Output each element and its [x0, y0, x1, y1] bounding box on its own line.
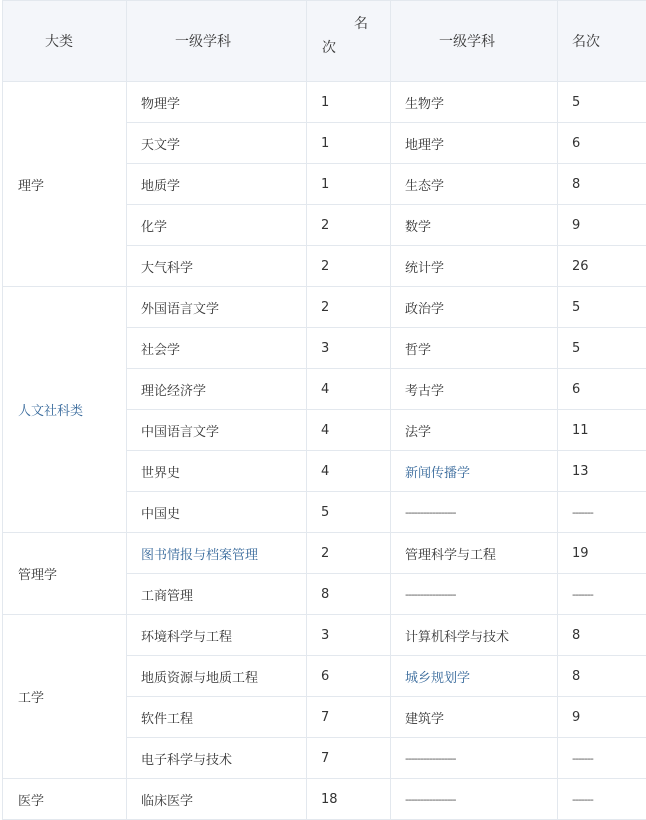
subject-1-cell: 外国语言文学	[127, 287, 307, 328]
subject-2-cell: 考古学	[391, 369, 558, 410]
subject-1-cell: 中国语言文学	[127, 410, 307, 451]
rank-2-cell: 11	[558, 410, 646, 451]
rank-2-cell: 6	[558, 369, 646, 410]
rank-1-cell: 1	[307, 82, 391, 123]
rank-1-cell: 1	[307, 123, 391, 164]
subject-2-cell: 法学	[391, 410, 558, 451]
header-subject-2: 一级学科	[391, 1, 558, 82]
rank-1-cell: 2	[307, 287, 391, 328]
rank-2-cell: -------	[558, 738, 646, 779]
subject-1-cell: 软件工程	[127, 697, 307, 738]
rank-2-cell: -------	[558, 492, 646, 533]
subject-1-cell: 化学	[127, 205, 307, 246]
subject-2-cell: -----------------	[391, 738, 558, 779]
subject-2-cell: 哲学	[391, 328, 558, 369]
rank-2-cell: 8	[558, 656, 646, 697]
rank-2-cell: 19	[558, 533, 646, 574]
rank-1-cell: 7	[307, 697, 391, 738]
subject-2-cell: 地理学	[391, 123, 558, 164]
rank-1-cell: 3	[307, 328, 391, 369]
category-cell: 工学	[3, 615, 127, 779]
rank-1-cell: 2	[307, 246, 391, 287]
category-cell: 理学	[3, 82, 127, 287]
category-cell[interactable]: 人文社科类	[3, 287, 127, 533]
subject-2-cell[interactable]: 新闻传播学	[391, 451, 558, 492]
rank-1-cell: 2	[307, 205, 391, 246]
rank-2-cell: 5	[558, 328, 646, 369]
subject-1-cell[interactable]: 图书情报与档案管理	[127, 533, 307, 574]
subject-1-cell: 大气科学	[127, 246, 307, 287]
rank-1-cell: 4	[307, 451, 391, 492]
subject-1-cell: 世界史	[127, 451, 307, 492]
rank-1-cell: 6	[307, 656, 391, 697]
subject-1-cell: 中国史	[127, 492, 307, 533]
rank-2-cell: 8	[558, 615, 646, 656]
rank-1-cell: 4	[307, 369, 391, 410]
subject-1-cell: 物理学	[127, 82, 307, 123]
ranking-table	[2, 0, 646, 820]
rank-2-cell: 6	[558, 123, 646, 164]
rank-1-cell: 7	[307, 738, 391, 779]
subject-2-cell: 政治学	[391, 287, 558, 328]
header-rank-1-line-b: 次	[322, 37, 336, 57]
rank-1-cell: 18	[307, 779, 391, 820]
subject-2-cell: 统计学	[391, 246, 558, 287]
header-rank-1-line-a: 名	[354, 13, 368, 33]
rank-2-cell: 5	[558, 82, 646, 123]
rank-1-cell: 3	[307, 615, 391, 656]
header-subject-1: 一级学科	[127, 1, 307, 82]
table-row	[3, 533, 646, 574]
subject-2-cell: -----------------	[391, 574, 558, 615]
subject-1-cell: 工商管理	[127, 574, 307, 615]
table-row	[3, 615, 646, 656]
subject-2-cell: -----------------	[391, 779, 558, 820]
subject-2-cell: 管理科学与工程	[391, 533, 558, 574]
subject-2-cell: 数学	[391, 205, 558, 246]
rank-2-cell: -------	[558, 779, 646, 820]
subject-1-cell: 环境科学与工程	[127, 615, 307, 656]
subject-2-cell[interactable]: 城乡规划学	[391, 656, 558, 697]
category-cell: 医学	[3, 779, 127, 820]
rank-1-cell: 4	[307, 410, 391, 451]
table-row	[3, 287, 646, 328]
subject-1-cell: 天文学	[127, 123, 307, 164]
category-cell: 管理学	[3, 533, 127, 615]
header-rank-1	[307, 1, 391, 82]
rank-2-cell: 26	[558, 246, 646, 287]
rank-1-cell: 1	[307, 164, 391, 205]
header-row	[3, 1, 646, 82]
rank-2-cell: 9	[558, 697, 646, 738]
subject-1-cell: 临床医学	[127, 779, 307, 820]
subject-2-cell: 建筑学	[391, 697, 558, 738]
subject-2-cell: 生态学	[391, 164, 558, 205]
table-row	[3, 779, 646, 820]
subject-2-cell: 生物学	[391, 82, 558, 123]
rank-1-cell: 2	[307, 533, 391, 574]
header-category: 大类	[3, 1, 127, 82]
header-rank-2: 名次	[558, 1, 646, 82]
rank-1-cell: 5	[307, 492, 391, 533]
rank-2-cell: 8	[558, 164, 646, 205]
subject-2-cell: 计算机科学与技术	[391, 615, 558, 656]
rank-2-cell: 13	[558, 451, 646, 492]
rank-1-cell: 8	[307, 574, 391, 615]
subject-1-cell: 社会学	[127, 328, 307, 369]
rank-2-cell: -------	[558, 574, 646, 615]
subject-1-cell: 地质学	[127, 164, 307, 205]
subject-1-cell: 理论经济学	[127, 369, 307, 410]
rank-2-cell: 5	[558, 287, 646, 328]
rank-2-cell: 9	[558, 205, 646, 246]
subject-2-cell: -----------------	[391, 492, 558, 533]
table-body	[3, 82, 646, 820]
table-row	[3, 82, 646, 123]
subject-1-cell: 地质资源与地质工程	[127, 656, 307, 697]
subject-1-cell: 电子科学与技术	[127, 738, 307, 779]
